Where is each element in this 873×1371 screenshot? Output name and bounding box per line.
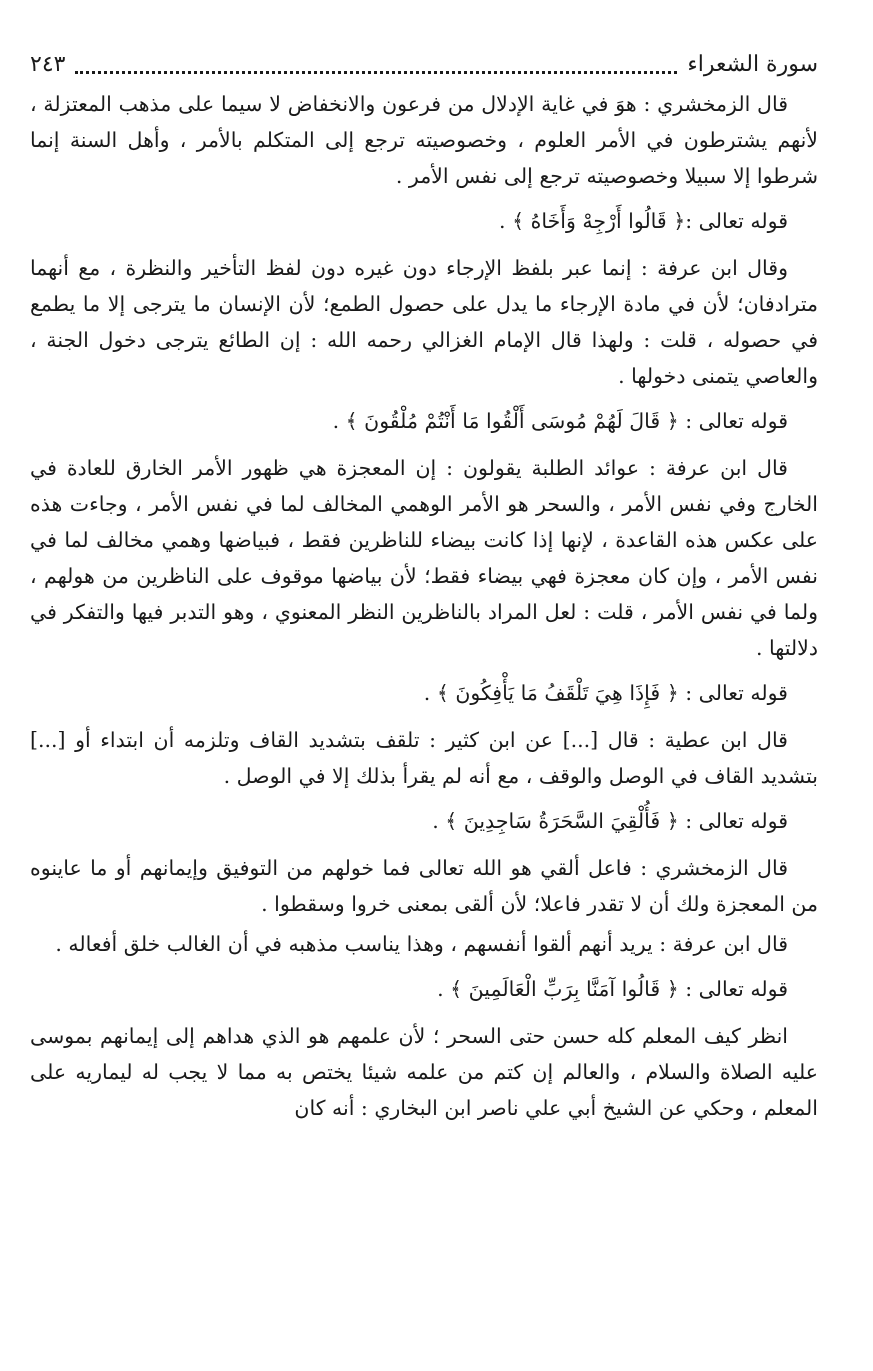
book-page	[30, 44, 818, 1344]
verse-heading: قوله تعالى : ﴿ فَإِذَا هِيَ تَلْقَفُ مَا يَأْفِكُونَ ﴾ .	[423, 681, 788, 705]
paragraph: قال ابن عطية : قال [...] عن ابن كثير : تلقف بتشديد القاف وتلزمه أن ابتداء أو [...] بتشديد القاف في الوصل والوقف ، مع أنه لم يقرأ بذلك إلا في الوصل .	[30, 728, 818, 788]
paragraph: قال ابن عرفة : عوائد الطلبة يقولون : إن المعجزة هي ظهور الأمر الخارق للعادة في الخارج وفي نفس الأمر ، والسحر هو الأمر الوهمي المخالف لما في نفس الأمر ، وجاءت هذه على عكس هذه القاعدة ، لإنها إذا كانت بيضاء للناظرين فقط ، فبياضها وهمي مخالف لما في نفس الأمر ، وإن كان معجزة فهي بيضاء فقط؛ لأن بياضها موقوف على الناظرين من هولهم ، ولما في نفس الأمر ، قلت : لعل المراد بالناظرين النظر المعنوي ، وهو التدبر فيها والتفكر في دلالتها .	[30, 456, 818, 660]
page-body	[30, 86, 818, 1126]
page-number: ٢٤٣	[30, 51, 66, 77]
paragraph: قال الزمخشري : هوَ في غاية الإدلال من فرعون والانخفاض لا سيما على مذهب المعتزلة ، لأنهم يشترطون في الأمر العلوم ، وخصوصيته ترجع إلى المتكلم بالأمر ، وأهل السنة إنما شرطوا إلا سبيلا وخصوصيته ترجع إلى نفس الأمر .	[30, 92, 818, 188]
running-header	[30, 44, 818, 84]
paragraph: قال ابن عرفة : يريد أنهم ألقوا أنفسهم ، وهذا يناسب مذهبه في أن الغالب خلق أفعاله .	[55, 932, 788, 956]
verse-heading: قوله تعالى :﴿ قَالُوا أَرْجِهْ وَأَخَاهُ ﴾ .	[499, 209, 788, 233]
paragraph: وقال ابن عرفة : إنما عبر بلفظ الإرجاء دون غيره دون لفظ التأخير والنظرة ، مع أنهما مترادفان؛ لأن في مادة الإرجاء ما يدل على حصول الطمع؛ لأن الإنسان ما يترجى إلا ما يطمع في حصوله ، قلت : ولهذا قال الإمام الغزالي رحمه الله : إن الطائع يترجى دخول الجنة ، والعاصي يتمنى دخولها .	[30, 256, 818, 388]
verse-heading: قوله تعالى : ﴿ قَالُوا آمَنَّا بِرَبِّ الْعَالَمِينَ ﴾ .	[437, 977, 788, 1001]
paragraph: انظر كيف المعلم كله حسن حتى السحر ؛ لأن علمهم هو الذي هداهم إلى إيمانهم بموسى عليه الصلاة والسلام ، والعالم إن كتم من علمه شيئا يختص به مما لا يجب له ليماريه على المعلم ، وحكي عن الشيخ أبي علي ناصر ابن البخاري : أنه كان	[30, 1024, 818, 1120]
paragraph: قال الزمخشري : فاعل ألقي هو الله تعالى فما خولهم من التوفيق وإيمانهم أو ما عاينوه من المعجزة ولك أن لا تقدر فاعلا؛ لأن ألقى بمعنى خروا وسقطوا .	[30, 856, 818, 916]
verse-heading: قوله تعالى : ﴿ فَأُلْقِيَ السَّحَرَةُ سَاجِدِينَ ﴾ .	[432, 809, 788, 833]
header-dotted-leader	[75, 55, 677, 74]
surah-title: سورة الشعراء	[687, 51, 818, 77]
verse-heading: قوله تعالى : ﴿ قَالَ لَهُمْ مُوسَى أَلْقُوا مَا أَنْتُمْ مُلْقُونَ ﴾ .	[332, 409, 788, 433]
